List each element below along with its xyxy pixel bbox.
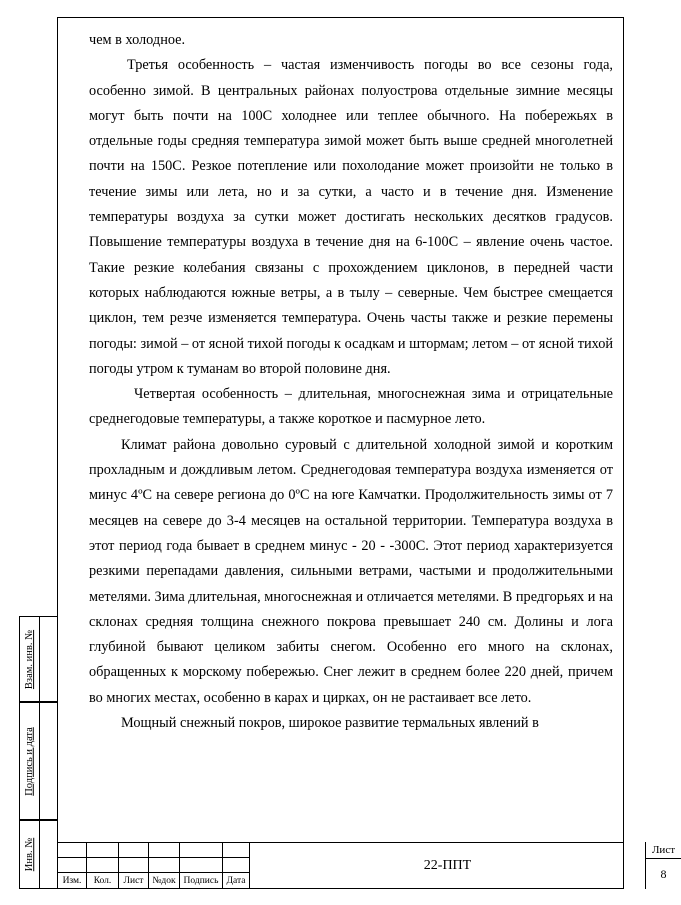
side-stamp-inv-podl [19, 820, 57, 889]
paragraph: Климат района довольно суровый с длительной холодной зимой и коротким прохладным и дождливым летом. Среднегодовая температура воздуха изменяется от минус 4ºС на севере региона до 0ºС на юге Камчатки. Продолжительность зимы от 7 месяцев на севере до 3-4 месяцев на остальной территории. Температура воздуха в этот период года бывает в среднем минус - 20 - -300С. Этот период характеризуется резкими перепадами давления, сильными ветрами, частыми и продолжительными метелями. Зима длительная, многоснежная и отличается метелями. В предгорьях и на склонах средняя толщина снежного покрова превышает 240 см. Долины и лога глубиной бывают целиком забиты снегом. Особенно его много на склонах, обращенных к морскому побережью. Снег лежит в среднем более 220 дней, причем во многих местах, особенно в карах и цирках, он не растаивает все лето. [89, 436, 613, 706]
paragraph: Третья особенность – частая изменчивость погоды во все сезоны года, особенно зимой. В центральных районах полуострова отдельные зимние месяцы могут быть почти на 100С холоднее или теплее обычного. На побережьях в отдельные годы средняя температура зимой может быть выше средней многолетней почти на 150С. Резкое потепление или похолодание может произойти не только в течение зимы или лета, но и за сутки, а часто и в течение дня. Изменение температуры воздуха за сутки может достигать нескольких десятков градусов. Повышение температуры воздуха в течение дня на 6-100С – явление очень частое. Такие резкие колебания связаны с прохождением циклонов, в передней части которых наблюдаются южные ветры, а в тылу – северные. Чем быстрее смещается циклон, тем резче изменяется температура. Очень часты также и резкие перемены погоды: зимой – от ясной тихой погоды к осадкам и штормам; летом – от ясной тихой погоды утром к туманам во второй половине дня. [89, 57, 613, 377]
revision-grid [57, 842, 250, 889]
side-stamp-label: Взам. инв. № [24, 629, 36, 689]
paragraph: чем в холодное. [89, 32, 186, 48]
sheet-label: Лист [646, 842, 681, 859]
paragraph: Мощный снежный покров, широкое развитие термальных явлений в [121, 715, 539, 732]
body-text [89, 28, 613, 736]
paragraph: Четвертая особенность – длительная, многоснежная зима и отрицательные среднегодовые температуры, а также короткое и пасмурное лето. [89, 386, 613, 428]
document-code: 22-ППТ [423, 857, 472, 873]
sheet-number: 8 [660, 867, 667, 881]
header-cell: №док [152, 876, 176, 886]
side-stamp-label: Инв. № [24, 837, 35, 872]
side-stamp-podpis [19, 702, 57, 820]
header-cell: Подпись [183, 876, 219, 886]
header-cell: Лист [123, 876, 144, 886]
title-block [57, 842, 676, 889]
header-cell: Дата [226, 876, 246, 886]
side-stamp-inv-zam [19, 616, 57, 702]
header-cell: Изм. [62, 876, 82, 886]
header-cell: Кол. [93, 876, 112, 886]
side-stamp-label: Подпись и дата [24, 726, 36, 796]
sheet-box [645, 842, 681, 889]
